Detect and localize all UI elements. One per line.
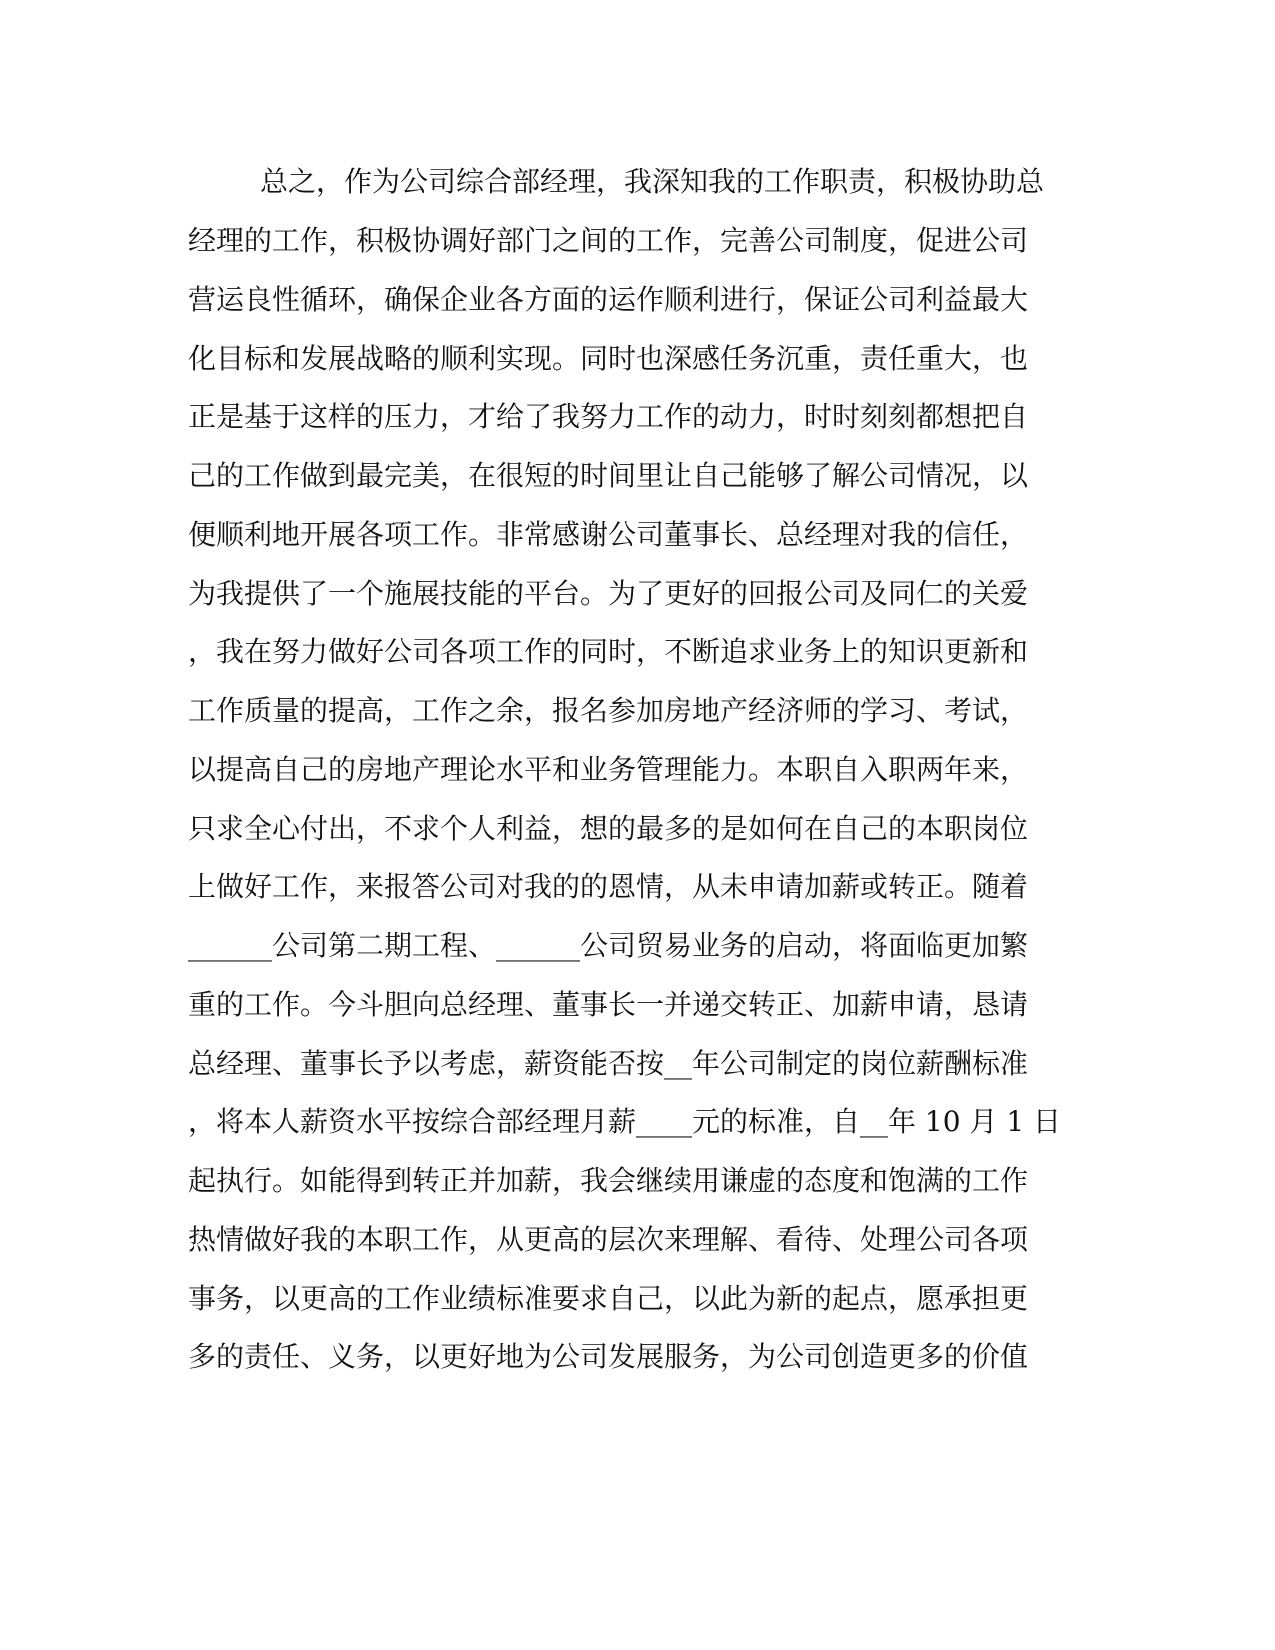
paragraph-line: ，将本人薪资水平按综合部经理月薪____元的标准，自__年 10 月 1 日	[188, 1105, 1062, 1138]
paragraph-line: 多的责任、义务，以更好地为公司发展服务，为公司创造更多的价值	[188, 1340, 1029, 1373]
paragraph-line: 总之，作为公司综合部经理，我深知我的工作职责，积极协助总	[260, 165, 1045, 198]
paragraph-line: 为我提供了一个施展技能的平台。为了更好的回报公司及同仁的关爱	[188, 577, 1029, 610]
paragraph-line: 化目标和发展战略的顺利实现。同时也深感任务沉重，责任重大，也	[188, 342, 1029, 375]
paragraph-line: 正是基于这样的压力，才给了我努力工作的动力，时时刻刻都想把自	[188, 400, 1029, 433]
paragraph-line: 重的工作。今斗胆向总经理、董事长一并递交转正、加薪申请，恳请	[188, 988, 1029, 1021]
paragraph-line: 起执行。如能得到转正并加薪，我会继续用谦虚的态度和饱满的工作	[188, 1164, 1029, 1197]
paragraph-line: ______公司第二期工程、______公司贸易业务的启动，将面临更加繁	[188, 929, 1029, 962]
paragraph-line: 总经理、董事长予以考虑，薪资能否按__年公司制定的岗位薪酬标准	[188, 1047, 1029, 1080]
paragraph-line: 工作质量的提高，工作之余，报名参加房地产经济师的学习、考试，	[188, 694, 1029, 727]
paragraph-line: 只求全心付出，不求个人利益，想的最多的是如何在自己的本职岗位	[188, 812, 1029, 845]
paragraph-line: 事务，以更高的工作业绩标准要求自己，以此为新的起点，愿承担更	[188, 1282, 1029, 1315]
paragraph-line: 热情做好我的本职工作，从更高的层次来理解、看待、处理公司各项	[188, 1223, 1029, 1256]
paragraph-line: 便顺利地开展各项工作。非常感谢公司董事长、总经理对我的信任，	[188, 518, 1029, 551]
paragraph-line: 以提高自己的房地产理论水平和业务管理能力。本职自入职两年来，	[188, 753, 1029, 786]
paragraph-line: 上做好工作，来报答公司对我的的恩情，从未申请加薪或转正。随着	[188, 870, 1029, 903]
paragraph-line: ，我在努力做好公司各项工作的同时，不断追求业务上的知识更新和	[188, 635, 1029, 668]
paragraph-line: 己的工作做到最完美，在很短的时间里让自己能够了解公司情况，以	[188, 459, 1029, 492]
paragraph-line: 营运良性循环，确保企业各方面的运作顺利进行，保证公司利益最大	[188, 283, 1029, 316]
paragraph-line: 经理的工作，积极协调好部门之间的工作，完善公司制度，促进公司	[188, 224, 1029, 257]
